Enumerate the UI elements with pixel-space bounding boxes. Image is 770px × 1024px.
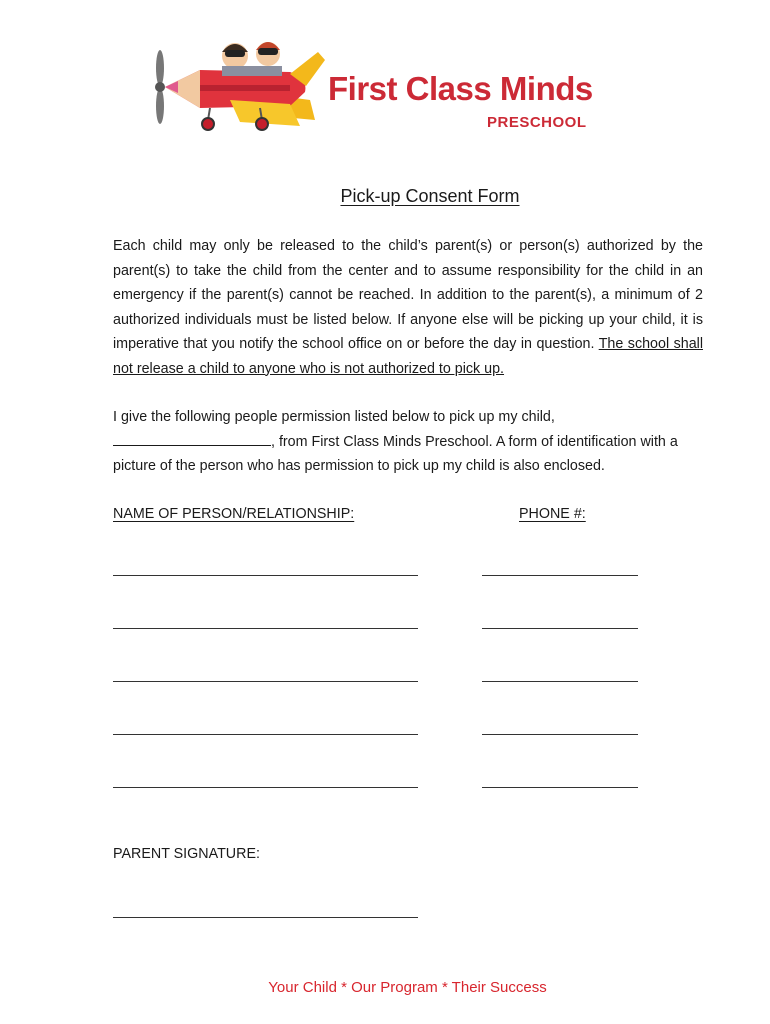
authorized-name-field[interactable] <box>113 734 418 735</box>
airplane-logo-icon <box>140 30 340 140</box>
permission-text-after: , from First Class Minds Preschool. A form of identification with a picture of the person who has permission to pick up my child is also enclosed. <box>113 433 678 474</box>
release-policy-text: Each child may only be released to the child’s parent(s) or person(s) authorized by the parent(s) to take the child from the center and to assume responsibility for the child in an emergency if the parent(s) cannot be reached. In addition to the parent(s), a minimum of 2 authorized individuals must be listed below. If anyone else will be picking up your child, it is imperative that you notify the school office on or before the day in question. <box>113 238 703 352</box>
authorized-phone-field[interactable] <box>482 734 638 735</box>
child-name-field[interactable] <box>113 431 271 446</box>
phone-column-header: PHONE #: <box>519 506 586 522</box>
authorized-name-field[interactable] <box>113 787 418 788</box>
signature-label: PARENT SIGNATURE: <box>113 846 260 862</box>
authorized-phone-field[interactable] <box>482 681 638 682</box>
authorized-name-field[interactable] <box>113 628 418 629</box>
release-policy-paragraph <box>113 234 703 381</box>
brand-subtitle: PRESCHOOL <box>487 114 587 131</box>
parent-signature-field[interactable] <box>113 917 418 918</box>
authorized-name-field[interactable] <box>113 681 418 682</box>
brand-name: First Class Minds <box>328 70 593 107</box>
release-policy-underlined: The school shall not release a child to anyone who is not authorized to pick up. <box>113 336 703 377</box>
authorized-phone-field[interactable] <box>482 575 638 576</box>
permission-text-before: I give the following people permission listed below to pick up my child, <box>113 409 555 425</box>
authorized-name-field[interactable] <box>113 575 418 576</box>
permission-paragraph <box>113 405 703 479</box>
name-column-header: NAME OF PERSON/RELATIONSHIP: <box>113 506 355 522</box>
school-logo <box>140 30 593 140</box>
footer-tagline: Your Child * Our Program * Their Success <box>268 979 547 996</box>
form-title: Pick-up Consent Form <box>340 186 520 206</box>
authorized-phone-field[interactable] <box>482 787 638 788</box>
authorized-phone-field[interactable] <box>482 628 638 629</box>
